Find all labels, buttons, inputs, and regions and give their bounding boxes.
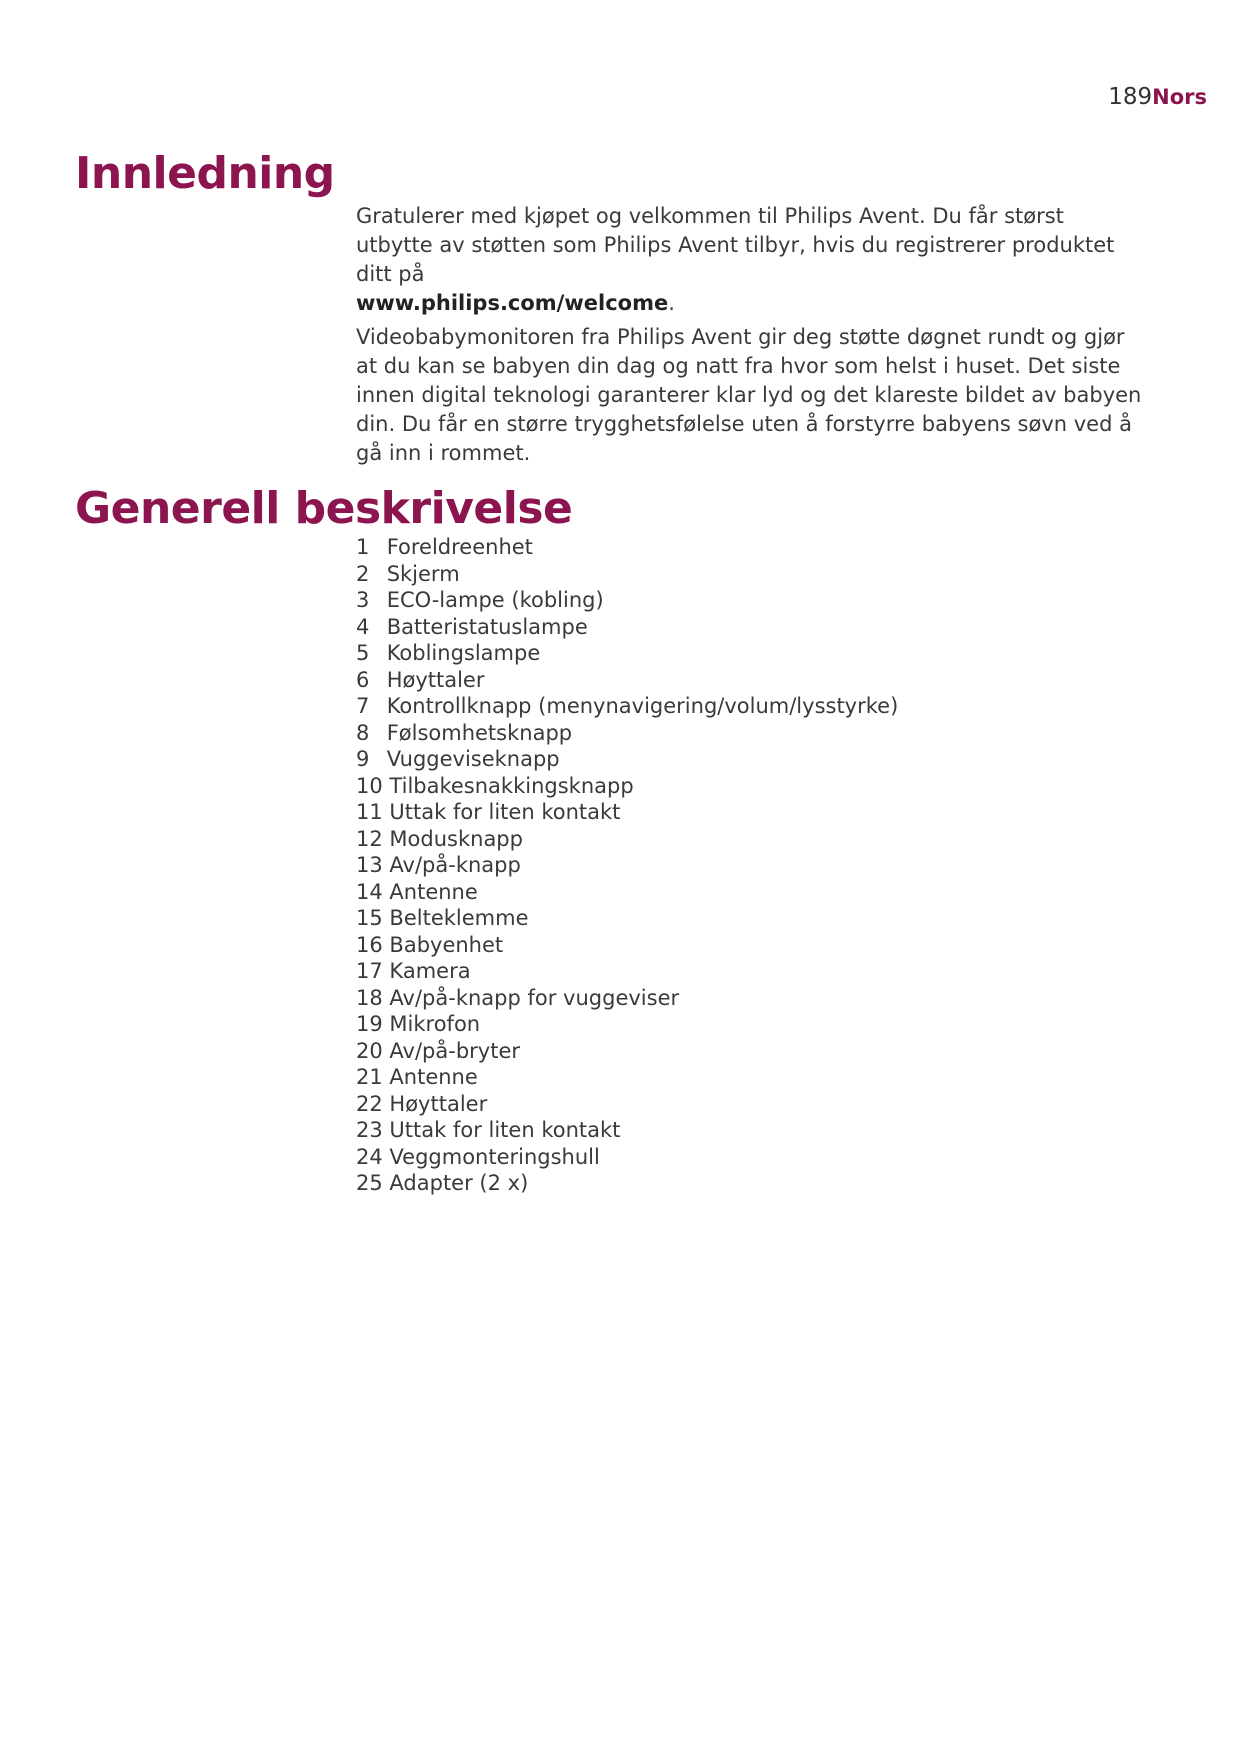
intro-paragraph-1-end: . <box>668 291 675 315</box>
page-language: Nors <box>1152 85 1207 109</box>
list-item-label: Antenne <box>389 879 478 904</box>
list-item <box>356 1144 898 1171</box>
list-item-label: Adapter (2 x) <box>389 1171 529 1195</box>
list-item-number: 8 <box>356 720 370 745</box>
list-item <box>356 1091 898 1118</box>
list-item <box>356 746 898 773</box>
list-item-label: Uttak for liten kontakt <box>389 800 621 824</box>
list-item-label: Av/på-knapp <box>389 853 521 877</box>
list-item <box>356 852 898 879</box>
list-item-label: Modusknapp <box>389 826 523 851</box>
list-item <box>356 561 898 588</box>
list-item-number: 2 <box>356 561 370 586</box>
intro-heading: Innledning <box>75 148 335 199</box>
list-item-number: 6 <box>356 667 370 692</box>
list-item-number: 25 <box>356 1171 383 1195</box>
list-item-number: 19 <box>356 1012 383 1036</box>
list-item-number: 21 <box>356 1065 383 1089</box>
list-item-label: Antenne <box>389 1065 478 1089</box>
general-description-heading: Generell beskrivelse <box>75 483 573 534</box>
intro-body <box>356 202 1146 468</box>
list-item <box>356 1064 898 1091</box>
list-item <box>356 879 898 906</box>
list-item <box>356 640 898 667</box>
list-item-label: Babyenhet <box>389 932 504 957</box>
list-item-label: Belteklemme <box>389 906 529 930</box>
list-item-label: Foreldreenhet <box>386 535 533 559</box>
list-item <box>356 985 898 1012</box>
list-item-number: 23 <box>356 1118 383 1142</box>
list-item-label: Kamera <box>389 959 471 983</box>
list-item <box>356 958 898 985</box>
list-item-label: Av/på-knapp for vuggeviser <box>389 985 680 1010</box>
intro-paragraph-1-text: Gratulerer med kjøpet og velkommen til Philips Avent. Du får størst utbytte av støtten som Philips Avent tilbyr, hvis du registrerer produktet ditt på <box>356 204 1115 286</box>
list-item-label: Tilbakesnakkingsknapp <box>389 773 634 798</box>
list-item-number: 22 <box>356 1091 383 1116</box>
list-item-number: 7 <box>356 694 370 718</box>
list-item-number: 3 <box>356 588 370 612</box>
list-item <box>356 905 898 932</box>
intro-paragraph-2: Videobabymonitoren fra Philips Avent gir deg støtte døgnet rundt og gjør at du kan se babyen din dag og natt fra hvor som helst i huset. Det siste innen digital teknologi garanterer klar lyd og det klareste bildet av babyen din. Du får en større trygghetsfølelse uten å forstyrre babyens søvn ved å gå inn i rommet. <box>356 325 1142 465</box>
list-item <box>356 1117 898 1144</box>
intro-paragraph-1 <box>356 202 1146 318</box>
list-item <box>356 1038 898 1065</box>
list-item <box>356 1170 898 1197</box>
list-item <box>356 799 898 826</box>
list-item <box>356 720 898 747</box>
list-item-number: 24 <box>356 1144 383 1169</box>
list-item-label: Høyttaler <box>386 667 485 692</box>
list-item-number: 20 <box>356 1038 383 1063</box>
list-item-label: Veggmonteringshull <box>389 1144 600 1169</box>
list-item-label: Av/på-bryter <box>389 1038 521 1063</box>
page-header <box>1108 84 1207 110</box>
list-item <box>356 932 898 959</box>
list-item-number: 5 <box>356 641 370 665</box>
list-item-number: 15 <box>356 906 383 930</box>
list-item <box>356 826 898 853</box>
list-item-label: Koblingslampe <box>386 641 541 665</box>
page-number: 189 <box>1108 84 1153 110</box>
list-item <box>356 587 898 614</box>
list-item-number: 18 <box>356 985 383 1010</box>
list-item-number: 12 <box>356 826 383 851</box>
list-item-label: Vuggeviseknapp <box>386 747 560 771</box>
list-item-number: 14 <box>356 879 383 904</box>
list-item <box>356 534 898 561</box>
list-item <box>356 667 898 694</box>
list-item-number: 9 <box>356 747 370 771</box>
list-item-label: Høyttaler <box>389 1091 488 1116</box>
list-item-number: 11 <box>356 800 383 824</box>
list-item <box>356 773 898 800</box>
list-item-label: Skjerm <box>386 561 460 586</box>
list-item <box>356 693 898 720</box>
list-item-number: 16 <box>356 932 383 957</box>
list-item-label: Følsomhetsknapp <box>386 720 573 745</box>
list-item-label: Uttak for liten kontakt <box>389 1118 621 1142</box>
list-item-number: 4 <box>356 614 370 639</box>
list-item-label: ECO-lampe (kobling) <box>386 588 604 612</box>
list-item-label: Kontrollknapp (menynavigering/volum/lysstyrke) <box>386 694 899 718</box>
list-item-label: Mikrofon <box>389 1012 481 1036</box>
list-item-number: 13 <box>356 853 383 877</box>
parts-list <box>356 534 898 1197</box>
list-item-number: 10 <box>356 773 383 798</box>
welcome-url-link[interactable]: www.philips.com/welcome <box>356 291 669 315</box>
list-item <box>356 614 898 641</box>
list-item-label: Batteristatuslampe <box>386 614 588 639</box>
list-item-number: 17 <box>356 959 383 983</box>
list-item-number: 1 <box>356 535 370 559</box>
list-item <box>356 1011 898 1038</box>
